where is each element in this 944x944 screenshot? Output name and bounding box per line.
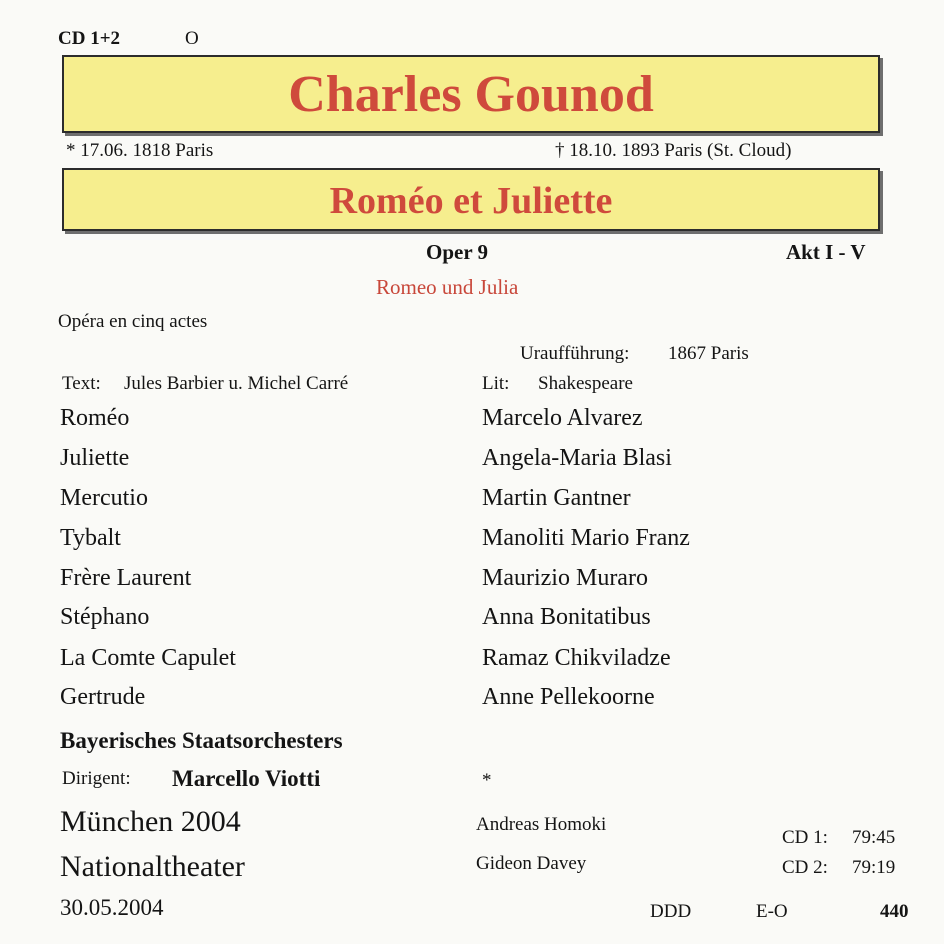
cast-role: Mercutio bbox=[60, 485, 148, 511]
text-label: Text: bbox=[62, 373, 101, 394]
cast-role: Gertrude bbox=[60, 684, 146, 710]
catalog-number: 440 bbox=[880, 901, 909, 922]
cast-singer: Maurizio Muraro bbox=[482, 565, 648, 591]
acts-label: Akt I - V bbox=[786, 240, 866, 264]
cast-singer: Martin Gantner bbox=[482, 485, 631, 511]
stage-director: Andreas Homoki bbox=[476, 814, 607, 835]
cd2-time: 79:19 bbox=[852, 857, 896, 878]
cast-singer: Marcelo Alvarez bbox=[482, 405, 643, 431]
cast-singer: Ramaz Chikviladze bbox=[482, 645, 671, 671]
staging-mark: * bbox=[482, 770, 492, 791]
cast-role: Roméo bbox=[60, 405, 130, 431]
cast-singer: Anna Bonitatibus bbox=[482, 604, 651, 630]
cd2-label: CD 2: bbox=[782, 857, 828, 878]
german-title: Romeo und Julia bbox=[376, 275, 519, 299]
librettists: Jules Barbier u. Michel Carré bbox=[124, 373, 349, 394]
composer-death: † 18.10. 1893 Paris (St. Cloud) bbox=[555, 140, 792, 161]
cast-role: Frère Laurent bbox=[60, 565, 192, 591]
cast-singer: Angela-Maria Blasi bbox=[482, 445, 672, 471]
cd1-label: CD 1: bbox=[782, 827, 828, 848]
composer-birth: * 17.06. 1818 Paris bbox=[66, 140, 214, 161]
literary-source: Shakespeare bbox=[538, 373, 633, 394]
cast-singer: Manoliti Mario Franz bbox=[482, 525, 690, 551]
cast-role: Stéphano bbox=[60, 604, 150, 630]
orchestra-name: Bayerisches Staatsorchesters bbox=[60, 728, 343, 753]
recording-format: DDD bbox=[650, 901, 692, 922]
cast-singer: Anne Pellekoorne bbox=[482, 684, 655, 710]
conductor-label: Dirigent: bbox=[62, 768, 131, 789]
city-year: München 2004 bbox=[60, 805, 241, 838]
opera-title-banner: Roméo et Juliette bbox=[62, 168, 880, 231]
premiere-label: Uraufführung: bbox=[520, 343, 630, 364]
mark-o: O bbox=[185, 28, 199, 49]
performance-date: 30.05.2004 bbox=[60, 895, 164, 920]
cd1-time: 79:45 bbox=[852, 827, 896, 848]
cast-role: Juliette bbox=[60, 445, 130, 471]
lit-label: Lit: bbox=[482, 373, 510, 394]
cast-role: La Comte Capulet bbox=[60, 645, 236, 671]
designer: Gideon Davey bbox=[476, 853, 587, 874]
cast-role: Tybalt bbox=[60, 525, 121, 551]
opus-number: Oper 9 bbox=[426, 240, 489, 264]
premiere-value: 1867 Paris bbox=[668, 343, 749, 364]
cd-label: CD 1+2 bbox=[58, 28, 121, 49]
conductor-name: Marcello Viotti bbox=[172, 766, 321, 791]
composer-banner: Charles Gounod bbox=[62, 55, 880, 133]
recording-code: E-O bbox=[756, 901, 788, 922]
opera-genre: Opéra en cinq actes bbox=[58, 311, 208, 332]
theatre-name: Nationaltheater bbox=[60, 850, 245, 883]
